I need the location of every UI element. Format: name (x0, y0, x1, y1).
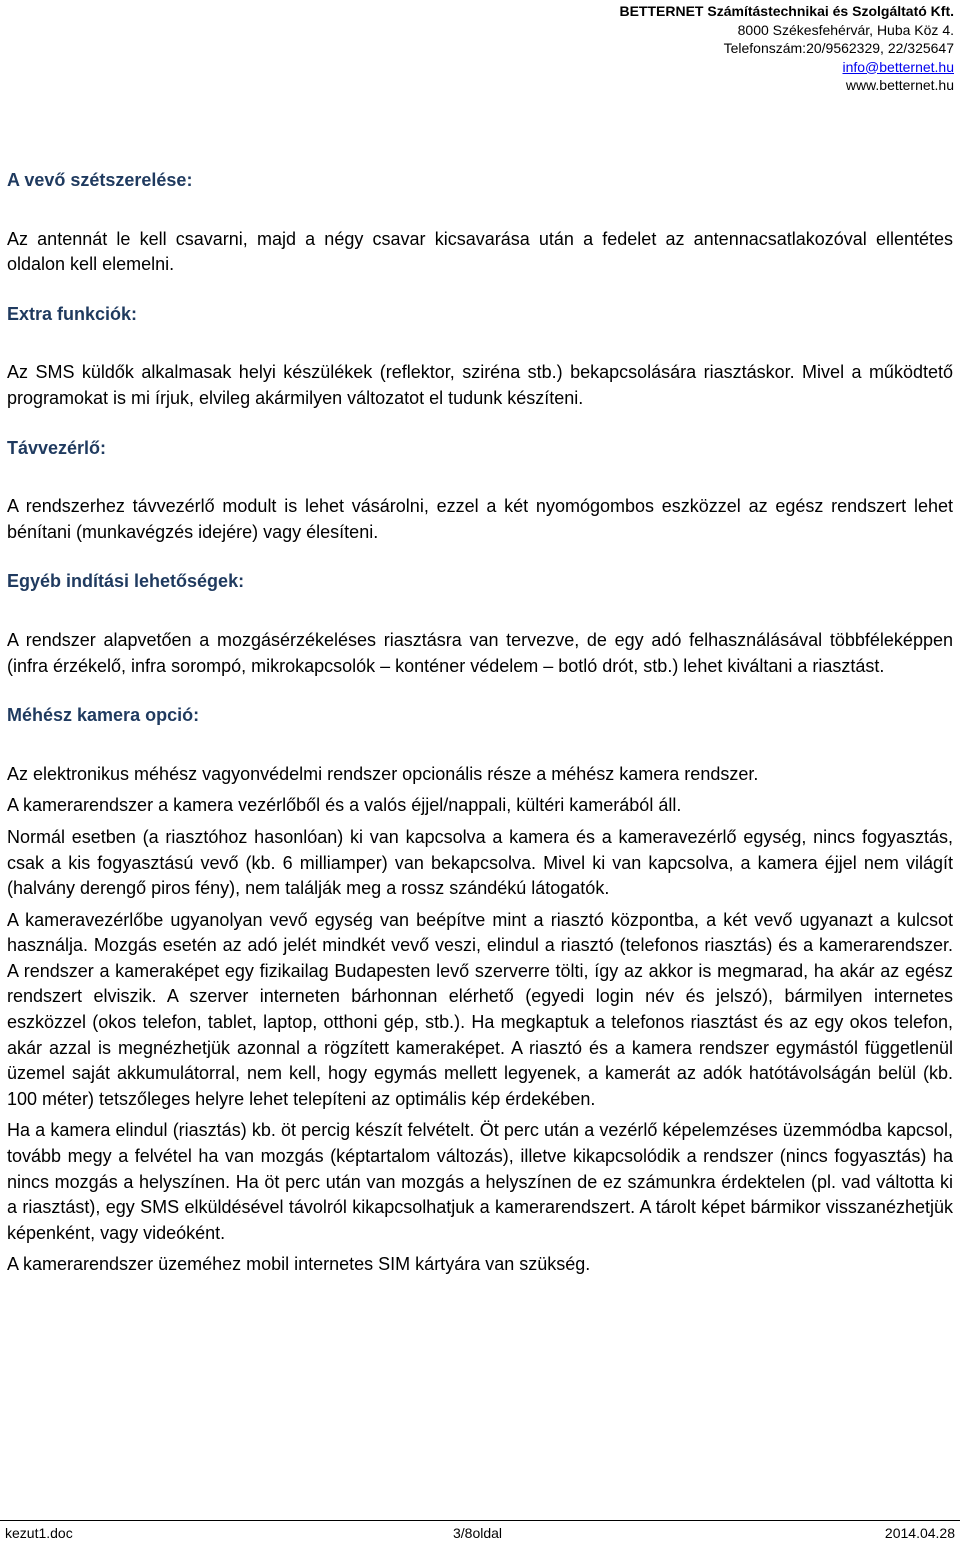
footer-date: 2014.04.28 (884, 1525, 955, 1541)
paragraph: Az elektronikus méhész vagyonvédelmi rendszer opcionális része a méhész kamera rendszer. (7, 763, 759, 784)
paragraph: Normál esetben (a riasztóhoz hasonlóan) ki van kapcsolva a kamera és a kameravezérlő egység, nincs fogyasztás, csak a kis fogyasztású vevő (kb. 6 milliamper) van bekapcsolva. Mivel ki van kapcsolva, a kamera éjjel nem világít (halvány derengő piros fény), nem találják meg a rossz szándékú látogatók. (7, 826, 953, 899)
letterhead (619, 2, 954, 95)
paragraph: Az antennát le kell csavarni, majd a négy csavar kicsavarása után a fedelet az antennacsatlakozóval ellentétes oldalon kell elemelni. (7, 228, 953, 275)
company-address: 8000 Székesfehérvár, Huba Köz 4. (737, 21, 954, 38)
section-heading-remote-control: Távvezérlő: (7, 437, 107, 458)
company-phone: Telefonszám:20/9562329, 22/325647 (723, 40, 954, 56)
page-footer (0, 1520, 960, 1541)
company-name: BETTERNET Számítástechnikai és Szolgáltató Kft. (619, 3, 954, 19)
paragraph: A rendszer alapvetően a mozgásérzékeléses riasztásra van tervezve, de egy adó felhasználásával többféleképpen (infra érzékelő, infra sorompó, mikrokapcsolók – konténer védelem – botló drót, stb.) lehet kiváltani a riasztást. (7, 629, 953, 676)
paragraph: A rendszerhez távvezérlő modult is lehet vásárolni, ezzel a két nyomógombos eszközzel az egész rendszert lehet bénítani (munkavégzés idejére) vagy élesíteni. (7, 496, 953, 542)
footer-filename: kezut1.doc (5, 1525, 73, 1541)
footer-page-number: 3/8oldal (453, 1525, 503, 1541)
section-heading-other-triggers: Egyéb indítási lehetőségek: (7, 571, 245, 592)
email-link[interactable]: info@betternet.hu (842, 58, 954, 75)
paragraph: A kamerarendszer üzeméhez mobil internetes SIM kártyára van szükség. (7, 1254, 591, 1275)
section-heading-disassembly: A vevő szétszerelése: (7, 170, 193, 190)
company-website: www.betternet.hu (845, 77, 954, 93)
paragraph: A kameravezérlőbe ugyanolyan vevő egység van beépítve mint a riasztó központba, a két vevő ugyanazt a kulcsot használja. Mozgás esetén az adó jelét mindkét vevő veszi, elindul a riasztó (telefonos riasztás) és a kamerarendszer. A rendszer a kameraképet egy fizikailag Budapesten levő szerverre tölti, így az akkor is megmarad, ha akár az egész rendszert elviszik. A szerver interneten bárhonnan elérhető (egyedi login név és jelszó), bármilyen internetes eszközzel (okos telefon, tablet, laptop, otthoni gép, stb.). Ha megkaptuk a telefonos riasztást és az egy okos telefon, akár azzal is megnézhetjük azonnal a rögzített kameraképet. A riasztó és a kamera rendszer egymástól függetlenül üzemel saját akkumulátorral, nem kell, hogy egymás mellett legyenek, a kamerát az adók hatótávolságán belül (kb. 100 méter) tetszőleges helyre lehet telepíteni az optimális kép érdekében. (7, 909, 953, 1109)
paragraph: Ha a kamera elindul (riasztás) kb. öt percig készít felvételt. Öt perc után a vezérlő képelemzéses üzemmódba kapcsol, tovább megy a felvétel ha van mozgás (képtartalom változás), illetve kikapcsolódik a rendszer (nincs fogyasztás) ha nincs mozgás a helyszínen. Ha öt perc után van mozgás a helyszínen de ez számunkra érdektelen (pl. vad váltotta ki a riasztást), egy SMS elküldésével távolról kikapcsolhatjuk a kamerarendszert. A tárolt képet bármikor visszanézhetjük képenként, vagy videóként. (7, 1120, 953, 1243)
section-heading-extra-functions: Extra funkciók: (7, 303, 138, 324)
paragraph: A kamerarendszer a kamera vezérlőből és a valós éjjel/nappali, kültéri kamerából áll. (7, 795, 682, 816)
section-heading-beekeeper-camera: Méhész kamera opció: (7, 705, 200, 726)
paragraph: Az SMS küldők alkalmasak helyi készülékek (reflektor, sziréna stb.) bekapcsolására riasztáskor. Mivel a működtető programokat is mi írjuk, elvileg akármilyen változatot el tudunk készíteni. (7, 362, 953, 408)
document-body (7, 168, 953, 1278)
